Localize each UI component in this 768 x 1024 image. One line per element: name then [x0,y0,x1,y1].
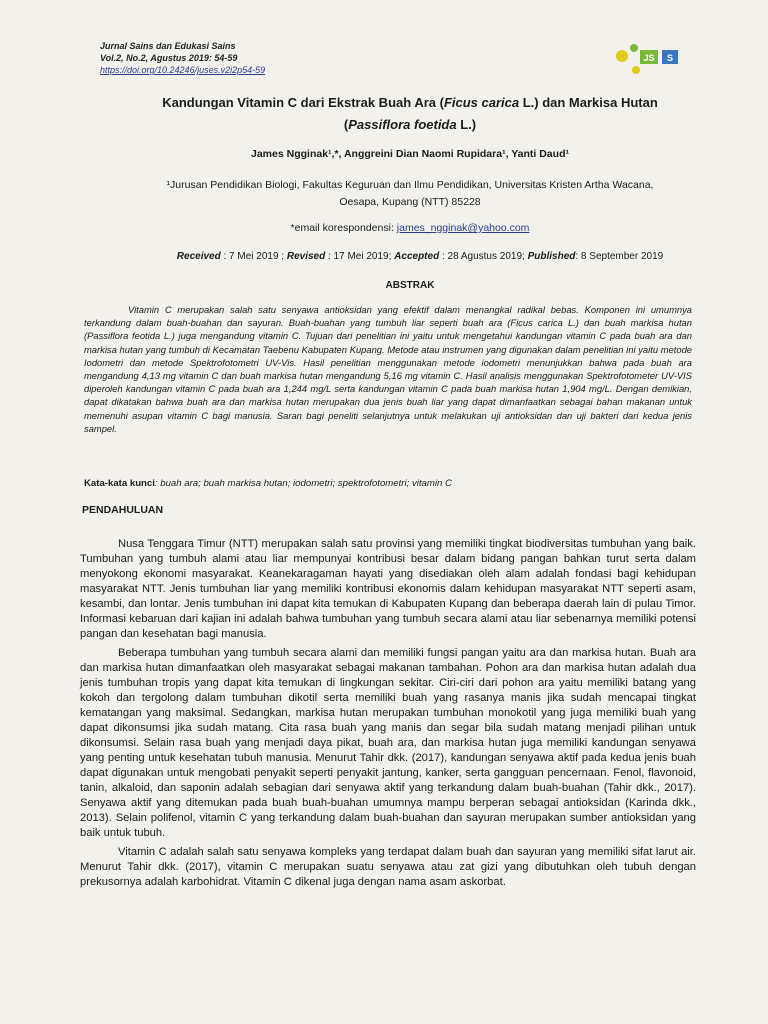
paper-title: Kandungan Vitamin C dari Ekstrak Buah Ara (Ficus carica L.) dan Markisa Hutan (Passiflora foetida L.) [162,95,658,132]
logo-dot-yellow [616,50,628,62]
logo-dot-small [632,66,640,74]
journal-header [100,40,265,76]
abstract-heading: ABSTRAK [385,280,435,291]
paragraph: Nusa Tenggara Timur (NTT) merupakan salah satu provinsi yang memiliki tingkat biodiversitas tumbuhan yang baik. Tumbuhan yang tumbuh alami atau liar mempunyai kontribusi besar dalam bidang pangan bahkan turut serta dalam menyokong ekonomi masyarakat. Keanekaragaman hayati yang disediakan oleh alam adalah fondasi bagi kehidupan masyarakat NTT. Jenis tumbuhan liar yang memiliki kontribusi ekonomis dalam kehidupan masyarakat NTT seperti asam, kesambi, dan lontar. Jenis tumbuhan ini dapat kita temukan di Kabupaten Kupang dan beberapa daerah lain di pulau Timor. Informasi kebaruan dari kajian ini adalah bahwa tumbuhan yang tumbuh secara alami atau liar sebenarnya memiliki potensi pangan dan kesehatan bagi manusia. [80,538,696,640]
submission-dates: Received : 7 Mei 2019 ; Revised : 17 Mei 2019; Accepted : 28 Agustus 2019; Published: 8 September 2019 [176,251,664,262]
logo-dot-green [630,44,638,52]
paragraph: Vitamin C adalah salah satu senyawa kompleks yang terdapat dalam buah dan sayuran yang memiliki sifat larut air. Menurut Tahir dkk. (2017), vitamin C merupakan suatu senyawa atau zat gizi yang dibutuhkan oleh tubuh dengan prekusornya adalah karbohidrat. Vitamin C dikenal juga dengan nama asam askorbat. [80,846,696,888]
body-text [80,537,696,894]
journal-volume: Vol.2, No.2, Agustus 2019: 54-59 [100,53,238,63]
keywords [84,478,704,489]
species-ficus: Ficus carica [443,95,520,110]
email-link[interactable]: james_ngginak@yahoo.com [396,222,530,234]
author-list: James Ngginak¹,*, Anggreini Dian Naomi Rupidara¹, Yanti Daud¹ [251,148,569,160]
corresponding-email: *email korespondensi: james_ngginak@yahoo.com [290,222,530,234]
section-heading: PENDAHULUAN [82,504,164,516]
logo-text-js: JS [643,53,655,63]
affiliation: ¹Jurusan Pendidikan Biologi, Fakultas Keguruan dan Ilmu Pendidikan, Universitas Kristen Artha Wacana, Oesapa, Kupang (NTT) 85228 [166,179,654,208]
journal-name: Jurnal Sains dan Edukasi Sains [100,41,236,51]
abstract-text: Vitamin C merupakan salah satu senyawa antioksidan yang efektif dalam menangkal radikal bebas. Komponen ini umumnya terkandung dalam buah-buahan dan sayuran. Buah-buahan yang tumbuh liar seperti buah ara (Ficus carica L.) dan buah markisa hutan (Passiflora feotida L.) juga mengandung vitamin C. Tujuan dari penelitian ini yaitu untuk mengetahui kandungan vitamin C pada buah ara dan markisa hutan yang tumbuh di Kecamatan Taebenu Kabupaten Kupang. Metode atau instrumen yang digunakan dalam penelitian ini yaitu metode Iodometri dan metode Spektrofotometri UV-Vis. Hasil penelitian menggunakan metode iodometri menunjukkan bahwa pada buah ara mengandung 4,13 mg vitamin C dan buah markisa hutan mengandung 5,16 mg vitamin C. Hasil analisis menggunakan Spektrofotometer UV-VIS diperoleh kandungan vitamin C pada buah ara 1,244 mg/L serta kandungan vitamin C pada buah markisa hutan 1,904 mg/L. Dengan demikian, dapat dikatakan bahwa buah ara dan markisa hutan merupakan dua jenis buah liar yang dapat dimanfaatkan sebagai bahan makanan untuk memenuhi asupan vitamin C bagi manusia. Saran bagi peneliti selanjutnya untuk melakukan uji antioksidan dan uji bakteri dari kedua jenis sampel. [84,304,692,434]
paragraph: Beberapa tumbuhan yang tumbuh secara alami dan memiliki fungsi pangan yaitu ara dan markisa hutan. Buah ara dan markisa hutan dimanfaatkan oleh masyarakat sebagai makanan tambahan. Pohon ara dan markisa hutan adalah dua jenis tumbuhan tropis yang dapat kita temukan di lingkungan sekitar. Ciri-ciri dari pohon ara yaitu memiliki batang yang kokoh dan tergolong dalam tumbuhan dikotil serta memiliki buah yang rasanya manis jika sudah mencapai tingkat kematangan yang maksimal. Sedangkan, markisa hutan merupakan tumbuhan monokotil yang juga memiliki buah yang dapat dikonsumsi jika sudah matang. Cita rasa buah yang manis dan segar bila sudah matang menjadi pilihan untuk dikonsumsi. Selain rasa buah yang menjadi daya pikat, buah ara, dan markisa hutan juga memiliki kandungan senyawa yang penting untuk kesehatan tubuh manusia. Menurut Tahir dkk. (2017), kandungan senyawa aktif pada kedua jenis buah dapat digunakan untuk mengobati penyakit seperti penyakit jantung, kanker, serta gangguan pencernaan. Fenol, flavonoid, tanin, alkaloid, dan saponin adalah sebagian dari senyawa aktif yang terkandung dalam buah-buahan (Tahir dkk., 2017). Senyawa aktif yang ditemukan pada buah buah-buahan umumnya mampu berperan sebagai antioksidan (Karinda dkk., 2013). Selain polifenol, vitamin C yang terkandung dalam buah-buahan dan sayuran merupakan sumber antioksidan yang baik untuk tubuh. [80,647,696,839]
keywords-label: Kata-kata kunci [84,478,155,489]
keywords-list: : buah ara; buah markisa hutan; iodometri; spektrofotometri; vitamin C [154,478,452,489]
doi-link[interactable]: https://doi.org/10.24246/juses.v2i2p54-59 [100,65,266,75]
journal-logo [612,40,692,80]
logo-text-s: S [666,53,674,63]
species-passiflora: Passiflora foetida [348,117,457,132]
